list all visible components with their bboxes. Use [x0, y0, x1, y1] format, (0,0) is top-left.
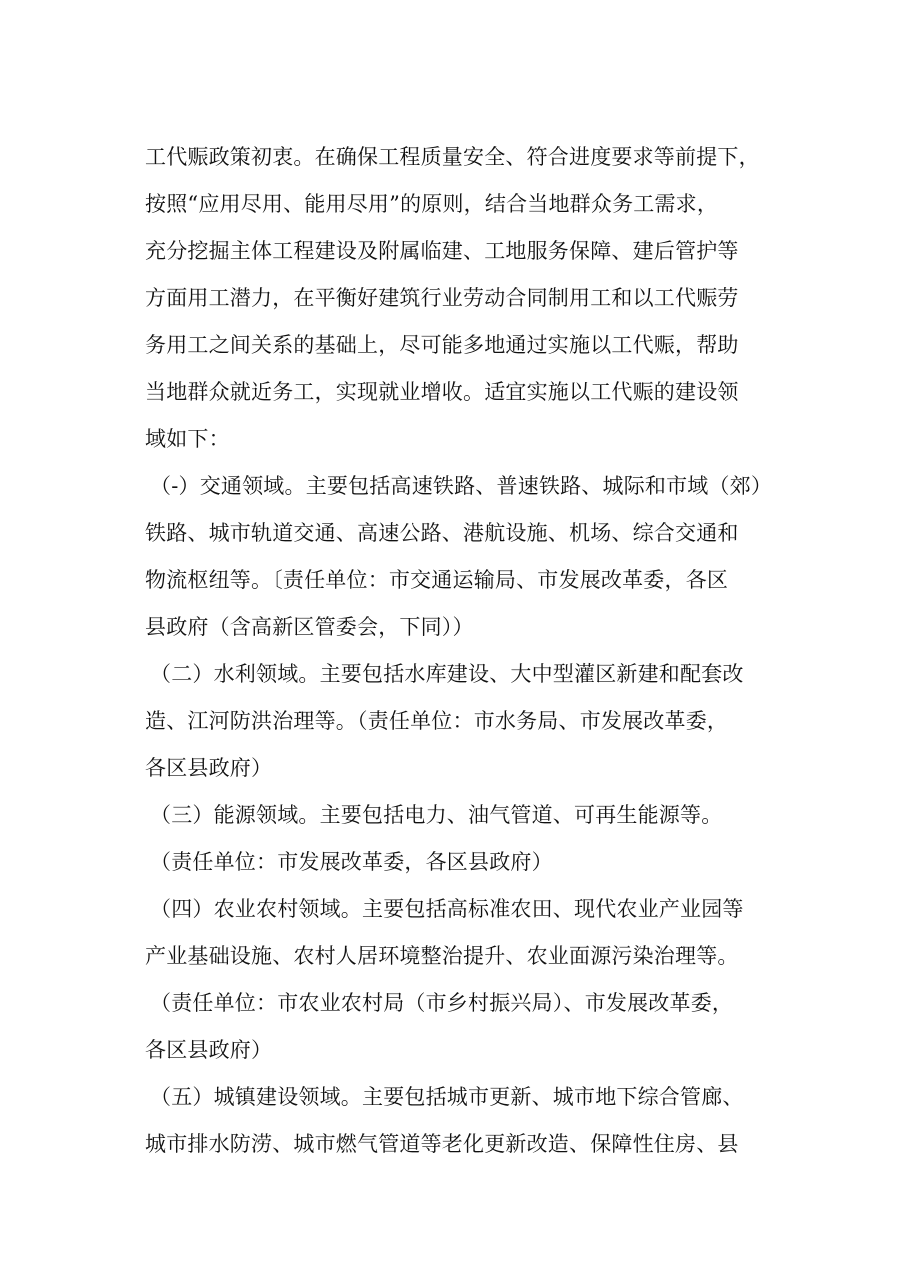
text-line-11: 县政府（含高新区管委会，下同）） [145, 615, 474, 639]
text-line-20: 各区县政府） [145, 1038, 273, 1062]
text-line-9: 铁路、城市轨道交通、高速公路、港航设施、机场、综合交通和 [145, 521, 739, 545]
text-line-12: （二）水利领域。主要包括水库建设、大中型灌区新建和配套改 [150, 662, 744, 686]
text-line-5: 务用工之间关系的基础上，尽可能多地通过实施以工代赈，帮助 [145, 333, 739, 357]
text-line-2: 按照“应用尽用、能用尽用”的原则，结合当地群众务工需求， [145, 192, 719, 216]
text-line-18: 产业基础设施、农村人居环境整治提升、农业面源污染治理等。 [145, 944, 739, 968]
text-line-17: （四）农业农村领域。主要包括高标准农田、现代农业产业园等 [150, 897, 744, 921]
text-line-19: （责任单位：市农业农村局（市乡村振兴局）、市发展改革委， [150, 991, 734, 1015]
text-line-22: 城市排水防涝、城市燃气管道等老化更新改造、保障性住房、县 [145, 1132, 739, 1156]
text-line-21: （五）城镇建设领域。主要包括城市更新、城市地下综合管廊、 [150, 1085, 744, 1109]
text-line-1: 工代赈政策初衷。在确保工程质量安全、符合进度要求等前提下， [145, 145, 760, 169]
text-line-16: （责任单位：市发展改革委，各区县政府） [150, 850, 553, 874]
text-line-14: 各区县政府） [145, 756, 273, 780]
text-line-3: 充分挖掘主体工程建设及附属临建、工地服务保障、建后管护等 [145, 239, 739, 263]
text-line-7: 域如下： [145, 427, 230, 451]
text-line-13: 造、江河防洪治理等。（责任单位：市水务局、市发展改革委， [145, 709, 729, 733]
text-line-10: 物流枢纽等。〔责任单位：市交通运输局、市发展改革委，各区 [145, 568, 729, 592]
text-line-8: （-）交通领域。主要包括高速铁路、普速铁路、城际和市域（郊） [150, 474, 773, 498]
text-line-4: 方面用工潜力，在平衡好建筑行业劳动合同制用工和以工代赈劳 [145, 286, 739, 310]
text-line-6: 当地群众就近务工，实现就业增收。适宜实施以工代赈的建设领 [145, 380, 739, 404]
text-line-15: （三）能源领域。主要包括电力、油气管道、可再生能源等。 [150, 803, 723, 827]
